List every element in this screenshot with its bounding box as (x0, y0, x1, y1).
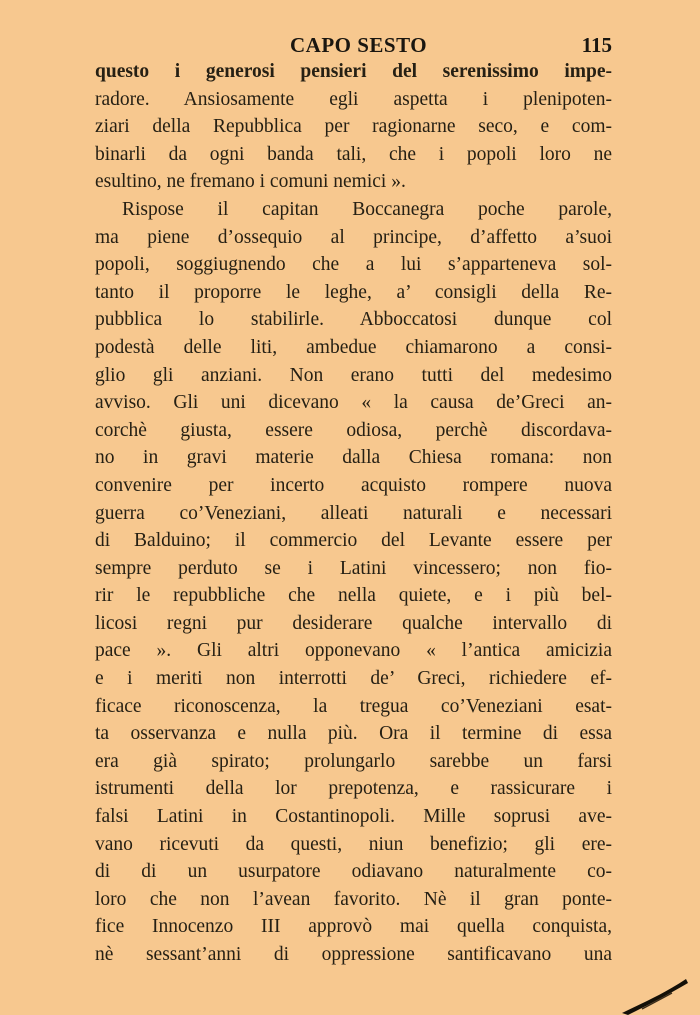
running-head (95, 33, 612, 61)
text-line: e i meriti non interrotti de’ Greci, richiedere ef- (95, 668, 612, 690)
text-line: binarli da ogni banda tali, che i popoli loro ne (95, 143, 612, 165)
text-line: licosi regni pur desiderare qualche intervallo di (95, 612, 612, 634)
text-line: popoli, soggiugnendo che a lui s’apparteneva sol- (95, 254, 612, 276)
text-line: tanto il proporre le leghe, a’ consigli della Re- (95, 281, 612, 303)
text-line: loro che non l’avean favorito. Nè il gran ponte- (95, 888, 612, 910)
text-line: pace ». Gli altri opponevano « l’antica amicizia (95, 640, 612, 662)
text-line: ziari della Repubblica per ragionarne seco, e com- (95, 116, 612, 138)
text-line: convenire per incerto acquisto rompere nuova (95, 474, 612, 496)
text-line: podestà delle liti, ambedue chiamarono a consi- (95, 336, 612, 358)
text-line: ma piene d’ossequio al principe, d’affetto a’suoi (95, 226, 612, 248)
text-line: istrumenti della lor prepotenza, e rassicurare i (95, 778, 612, 800)
text-line: falsi Latini in Costantinopoli. Mille soprusi ave- (95, 806, 612, 828)
text-line: ta osservanza e nulla più. Ora il termine di essa (95, 723, 612, 745)
text-line: vano ricevuti da questi, niun benefizio; gli ere- (95, 833, 612, 855)
text-line: di di un usurpatore odiavano naturalmente co- (95, 861, 612, 883)
text-line: no in gravi materie dalla Chiesa romana: non (95, 447, 612, 469)
text-line: radore. Ansiosamente egli aspetta i plenipoten- (95, 88, 612, 110)
body-text (95, 58, 612, 969)
text-line: questo i generosi pensieri del serenissimo impe- (95, 61, 612, 82)
text-line: nè sessant’anni di oppressione santificavano una (95, 944, 612, 965)
text-line: sempre perduto se i Latini vincessero; non fio- (95, 557, 612, 579)
text-line: era già spirato; prolungarlo sarebbe un farsi (95, 750, 612, 772)
page-number: 115 (581, 33, 612, 57)
text-line: rir le repubbliche che nella quiete, e i più bel- (95, 585, 612, 607)
text-line: guerra co’Veneziani, alleati naturali e necessari (95, 502, 612, 524)
text-line: Rispose il capitan Boccanegra poche parole, (122, 198, 612, 220)
page-corner-mark (602, 935, 692, 1015)
text-line: di Balduino; il commercio del Levante essere per (95, 530, 612, 552)
text-line: glio gli anziani. Non erano tutti del medesimo (95, 364, 612, 386)
text-line: corchè giusta, essere odiosa, perchè discordava- (95, 419, 612, 441)
chapter-title: CAPO SESTO (290, 33, 428, 57)
text-line: esultino, ne fremano i comuni nemici ». (95, 171, 406, 193)
text-line: pubblica lo stabilirle. Abboccatosi dunque col (95, 309, 612, 331)
text-line: fice Innocenzo III approvò mai quella conquista, (95, 916, 612, 938)
text-line: avviso. Gli uni dicevano « la causa de’Greci an- (95, 392, 612, 414)
text-line: ficace riconoscenza, la tregua co’Veneziani esat- (95, 695, 612, 717)
